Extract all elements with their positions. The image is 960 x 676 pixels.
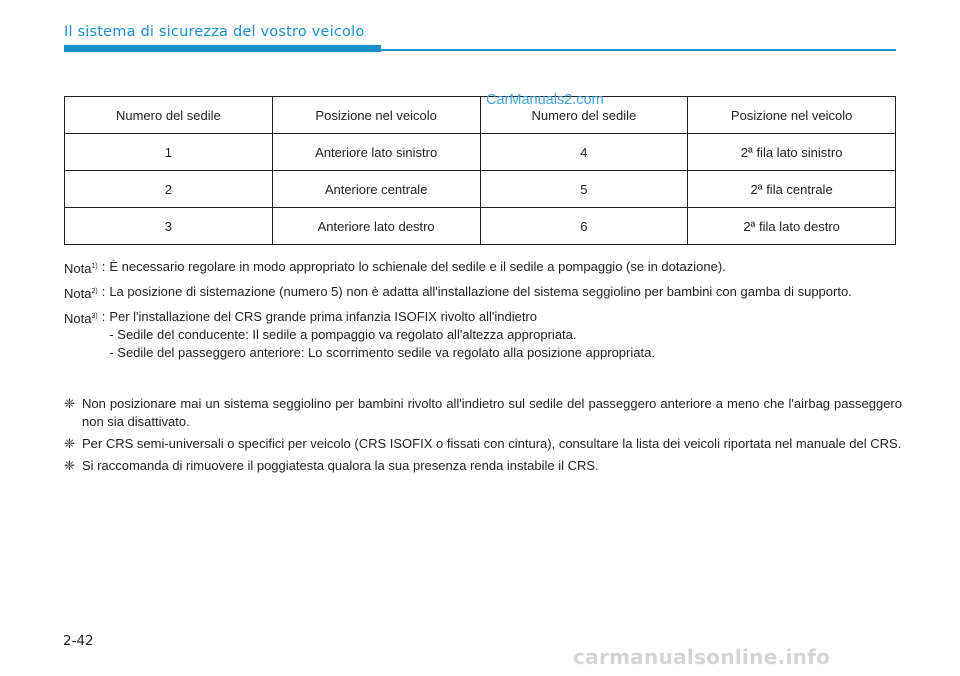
list-item-text: Non posizionare mai un sistema seggiolino per bambini rivolto all'indietro sul sedile del passeggero anteriore a meno che l'airbag passeggero non sia disattivato. (82, 396, 902, 429)
table-cell: 2 (65, 171, 273, 208)
table-row (65, 134, 896, 171)
notes-section (64, 258, 902, 367)
note-colon: : (101, 309, 106, 324)
table-cell: Anteriore lato destro (272, 208, 480, 245)
note-text: Per l'installazione del CRS grande prima infanzia ISOFIX rivolto all'indietro (109, 309, 537, 324)
table-row (65, 171, 896, 208)
seat-position-table (64, 96, 896, 245)
table-header-cell: Numero del sedile (65, 97, 273, 134)
header-rule-accent (64, 45, 381, 52)
list-item (64, 435, 902, 453)
header-rule-line (381, 49, 896, 51)
table-cell: 2ª fila lato sinistro (688, 134, 896, 171)
watermark-link[interactable]: CarManuals2.com (486, 92, 604, 108)
note-label: Nota$^{3)}$ (64, 311, 98, 326)
bullet-icon: ❈ (64, 436, 75, 451)
table-cell: 4 (480, 134, 688, 171)
table-cell: 2ª fila lato destro (688, 208, 896, 245)
list-item (64, 457, 902, 475)
note-item (64, 308, 902, 362)
table-header-cell: Posizione nel veicolo (688, 97, 896, 134)
note-text-block (109, 308, 902, 362)
table-cell: 6 (480, 208, 688, 245)
table-header-cell: Posizione nel veicolo (272, 97, 480, 134)
note-superscript: 1) (91, 263, 98, 270)
table-cell: Anteriore centrale (272, 171, 480, 208)
note-label: Nota$^{2)}$ (64, 286, 98, 301)
note-colon: : (101, 259, 106, 274)
note-item (64, 283, 902, 303)
list-item-text: Si raccomanda di rimuovere il poggiatesta qualora la sua presenza renda instabile il CRS. (82, 458, 599, 473)
table-row (65, 208, 896, 245)
table-cell: 1 (65, 134, 273, 171)
note-text: La posizione di sistemazione (numero 5) non è adatta all'installazione del sistema seggiolino per bambini con gamba di supporto. (109, 284, 852, 299)
table-header-row (65, 97, 896, 134)
table-header-cell: Numero del sedile (480, 97, 688, 134)
table-cell: 3 (65, 208, 273, 245)
note-superscript: 3) (91, 313, 98, 320)
note-subitem: - Sedile del conducente: Il sedile a pompaggio va regolato all'altezza appropriata. (109, 327, 577, 342)
note-subitem: - Sedile del passeggero anteriore: Lo scorrimento sedile va regolato alla posizione appropriata. (109, 345, 655, 360)
note-item (64, 258, 902, 278)
table-cell: 2ª fila centrale (688, 171, 896, 208)
table-cell: Anteriore lato sinistro (272, 134, 480, 171)
bullet-icon: ❈ (64, 458, 75, 473)
note-superscript: 2) (91, 288, 98, 295)
section-title: Il sistema di sicurezza del vostro veicolo (64, 24, 365, 40)
page-number: 2-42 (63, 633, 94, 649)
note-label: Nota$^{1)}$ (64, 261, 98, 276)
list-item (64, 395, 902, 431)
warnings-list (64, 395, 902, 479)
list-item-text: Per CRS semi-universali o specifici per veicolo (CRS ISOFIX o fissati con cintura), consultare la lista dei veicoli riportata nel manuale del CRS. (82, 436, 902, 451)
watermark-footer: carmanualsonline.info (573, 645, 831, 669)
table-cell: 5 (480, 171, 688, 208)
bullet-icon: ❈ (64, 396, 75, 411)
note-text: È necessario regolare in modo appropriato lo schienale del sedile e il sedile a pompaggio (se in dotazione). (109, 259, 726, 274)
note-colon: : (101, 284, 106, 299)
